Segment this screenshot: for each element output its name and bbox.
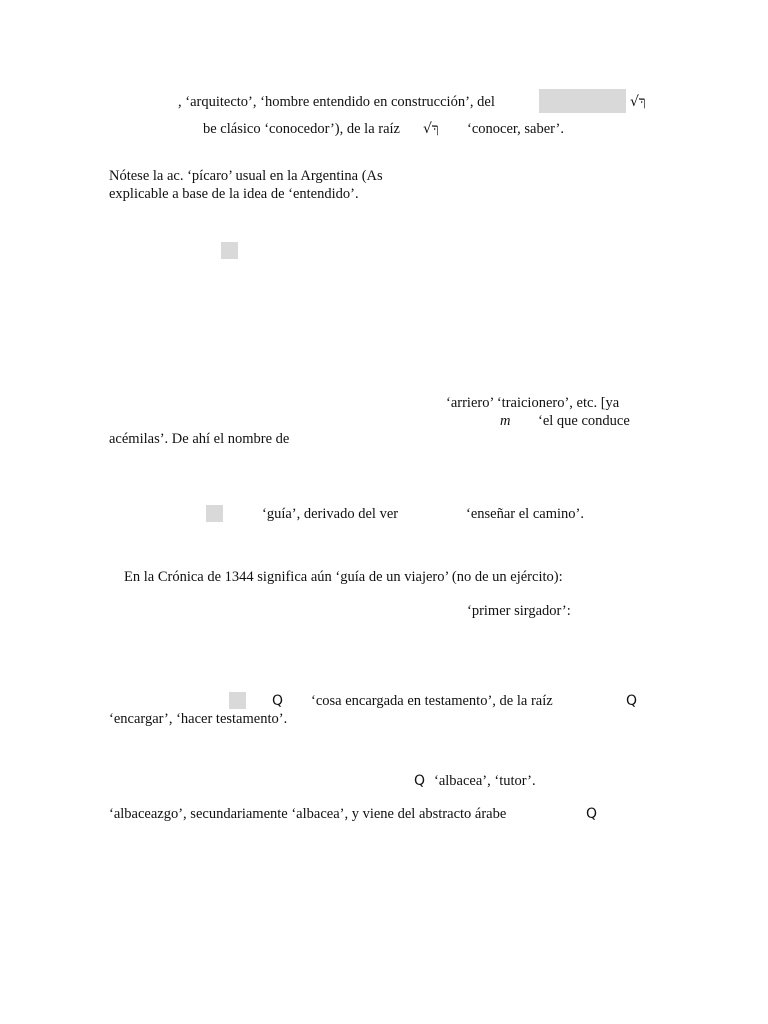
redacted-word-box: [539, 89, 626, 113]
q-symbol: Q: [272, 693, 284, 709]
redacted-glyph-box: [221, 242, 238, 259]
p3-line2: ‘el que conduce: [538, 413, 630, 429]
p3-line1: ‘arriero’ ‘traicionero’, etc. [ya: [446, 395, 620, 411]
p4-b: ‘enseñar el camino’.: [466, 506, 584, 522]
redacted-glyph-box: [206, 505, 223, 522]
root-symbol: √ךְ: [423, 121, 439, 137]
p7-a: ‘albacea’, ‘tutor’.: [434, 773, 536, 789]
p4-a: ‘guía’, derivado del ver: [262, 506, 399, 522]
p2-line2: explicable a base de la idea de ‘entendido’.: [109, 186, 359, 202]
p6-a: ‘cosa encargada en testamento’, de la raíz: [311, 693, 553, 709]
p2-line1: Nótese la ac. ‘pícaro’ usual en la Argentina (As: [109, 168, 383, 184]
q-symbol: Q: [414, 773, 426, 789]
q-symbol: Q: [586, 806, 598, 822]
p1-line2b: ‘conocer, saber’.: [467, 121, 564, 137]
p8-line1: ‘albaceazgo’, secundariamente ‘albacea’, y viene del abstracto árabe: [109, 806, 507, 822]
root-symbol: √ךְ: [630, 94, 646, 110]
p5-line2: ‘primer sirgador’:: [467, 603, 571, 619]
p1-line1: , ‘arquitecto’, ‘hombre entendido en construcción’, del: [178, 94, 495, 110]
redacted-glyph-box: [229, 692, 246, 709]
p5-line1: En la Crónica de 1344 significa aún ‘guía de un viajero’ (no de un ejército):: [124, 569, 563, 585]
q-symbol: Q: [626, 693, 638, 709]
p6-line2: ‘encargar’, ‘hacer testamento’.: [109, 711, 288, 727]
p1-line2a: be clásico ‘conocedor’), de la raíz: [203, 121, 400, 137]
p3-glyph: m: [500, 413, 511, 429]
p3-line3: acémilas’. De ahí el nombre de: [109, 431, 290, 447]
